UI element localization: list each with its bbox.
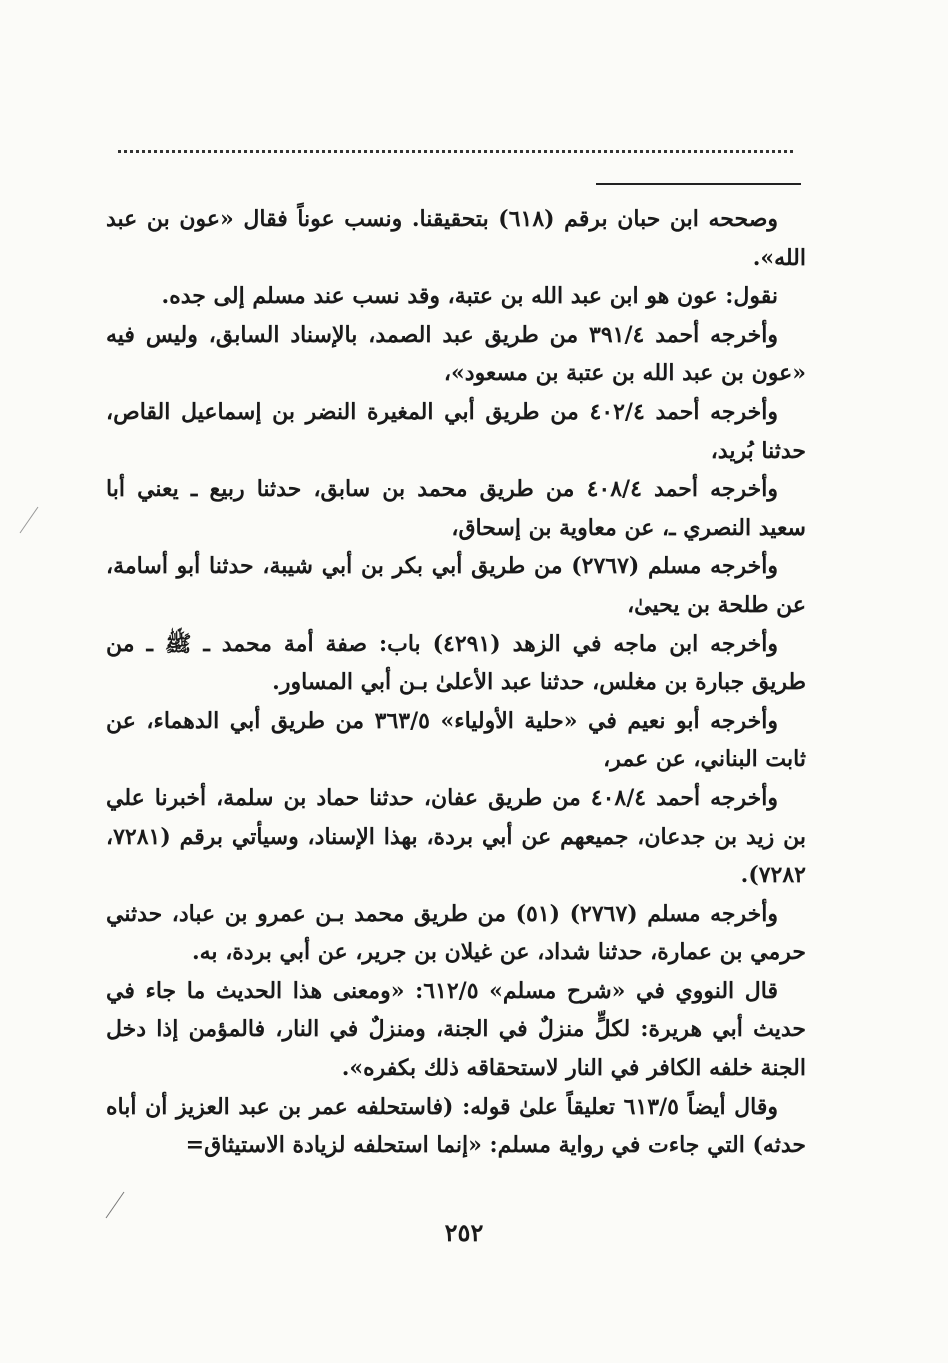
paragraph: وقال أيضاً ٦١٣/٥ تعليقاً علىٰ قوله: (فاستحلفه عمر بن عبد العزيز أن أباه حدثه) التي جاءت في رواية مسلم: «إنما استحلفه لزيادة الاستيثاق=	[106, 1093, 806, 1159]
page-number: ٢٥٢	[444, 1218, 484, 1247]
paragraph: وأخرجه أحمد ٤٠٢/٤ من طريق أبي المغيرة النضر بن إسماعيل القاص، حدثنا بُريد،	[106, 398, 806, 464]
footnote-dotted-separator	[118, 150, 793, 153]
paragraph: وأخرجه أحمد ٣٩١/٤ من طريق عبد الصمد، بالإسناد السابق، وليس فيه «عون بن عبد الله بن عتبة بن مسعود»،	[106, 321, 806, 387]
paragraph: وأخرجه مسلم (٢٧٦٧) من طريق أبي بكر بن أبي شيبة، حدثنا أبو أسامة، عن طلحة بن يحيىٰ،	[106, 553, 806, 618]
footnote-rule	[596, 183, 801, 185]
paragraph: نقول: عون هو ابن عبد الله بن عتبة، وقد نسب عند مسلم إلى جده.	[161, 283, 778, 310]
scan-mark	[18, 505, 40, 535]
paragraph: وأخرجه أحمد ٤٠٨/٤ من طريق محمد بن سابق، حدثنا ربيع ـ يعني أبا سعيد النصري ـ، عن معاوية بن إسحاق،	[106, 476, 806, 541]
paragraph: وأخرجه أحمد ٤٠٨/٤ من طريق عفان، حدثنا حماد بن سلمة، أخبرنا علي بن زيد بن جدعان، جميعهم عن أبي بردة، بهذا الإسناد، وسيأتي برقم (٧٢٨١، ٧٢٨٢).	[106, 784, 806, 889]
scan-mark	[104, 1190, 126, 1220]
paragraph: وأخرجه مسلم (٢٧٦٧) (٥١) من طريق محمد بـن عمرو بن عباد، حدثني حرمي بن عمارة، حدثنا شداد، عن غيلان بن جرير، عن أبي بردة، به.	[106, 900, 806, 966]
paragraph: وصححه ابن حبان برقم (٦١٨) بتحقيقنا. ونسب عوناً فقال «عون بن عبد الله».	[106, 206, 806, 271]
paragraph: وأخرجه ابن ماجه في الزهد (٤٢٩١) باب: صفة أمة محمد ـ ﷺ ـ من طريق جبارة بن مغلس، حدثنا عبد الأعلىٰ بـن أبي المساور.	[106, 630, 806, 696]
footnote-text	[106, 200, 806, 1165]
paragraph: قال النووي في «شرح مسلم» ٦١٢/٥: «ومعنى هذا الحديث ما جاء في حديث أبي هريرة: لكلٍّ منزلٌ في الجنة، ومنزلٌ في النار، فالمؤمن إذا دخل الجنة خلفه الكافر في النار لاستحقاقه ذلك بكفره».	[106, 977, 806, 1082]
paragraph: وأخرجه أبو نعيم في «حلية الأولياء» ٣٦٣/٥ من طريق أبي الدهماء، عن ثابت البناني، عن عمر،	[106, 707, 806, 773]
